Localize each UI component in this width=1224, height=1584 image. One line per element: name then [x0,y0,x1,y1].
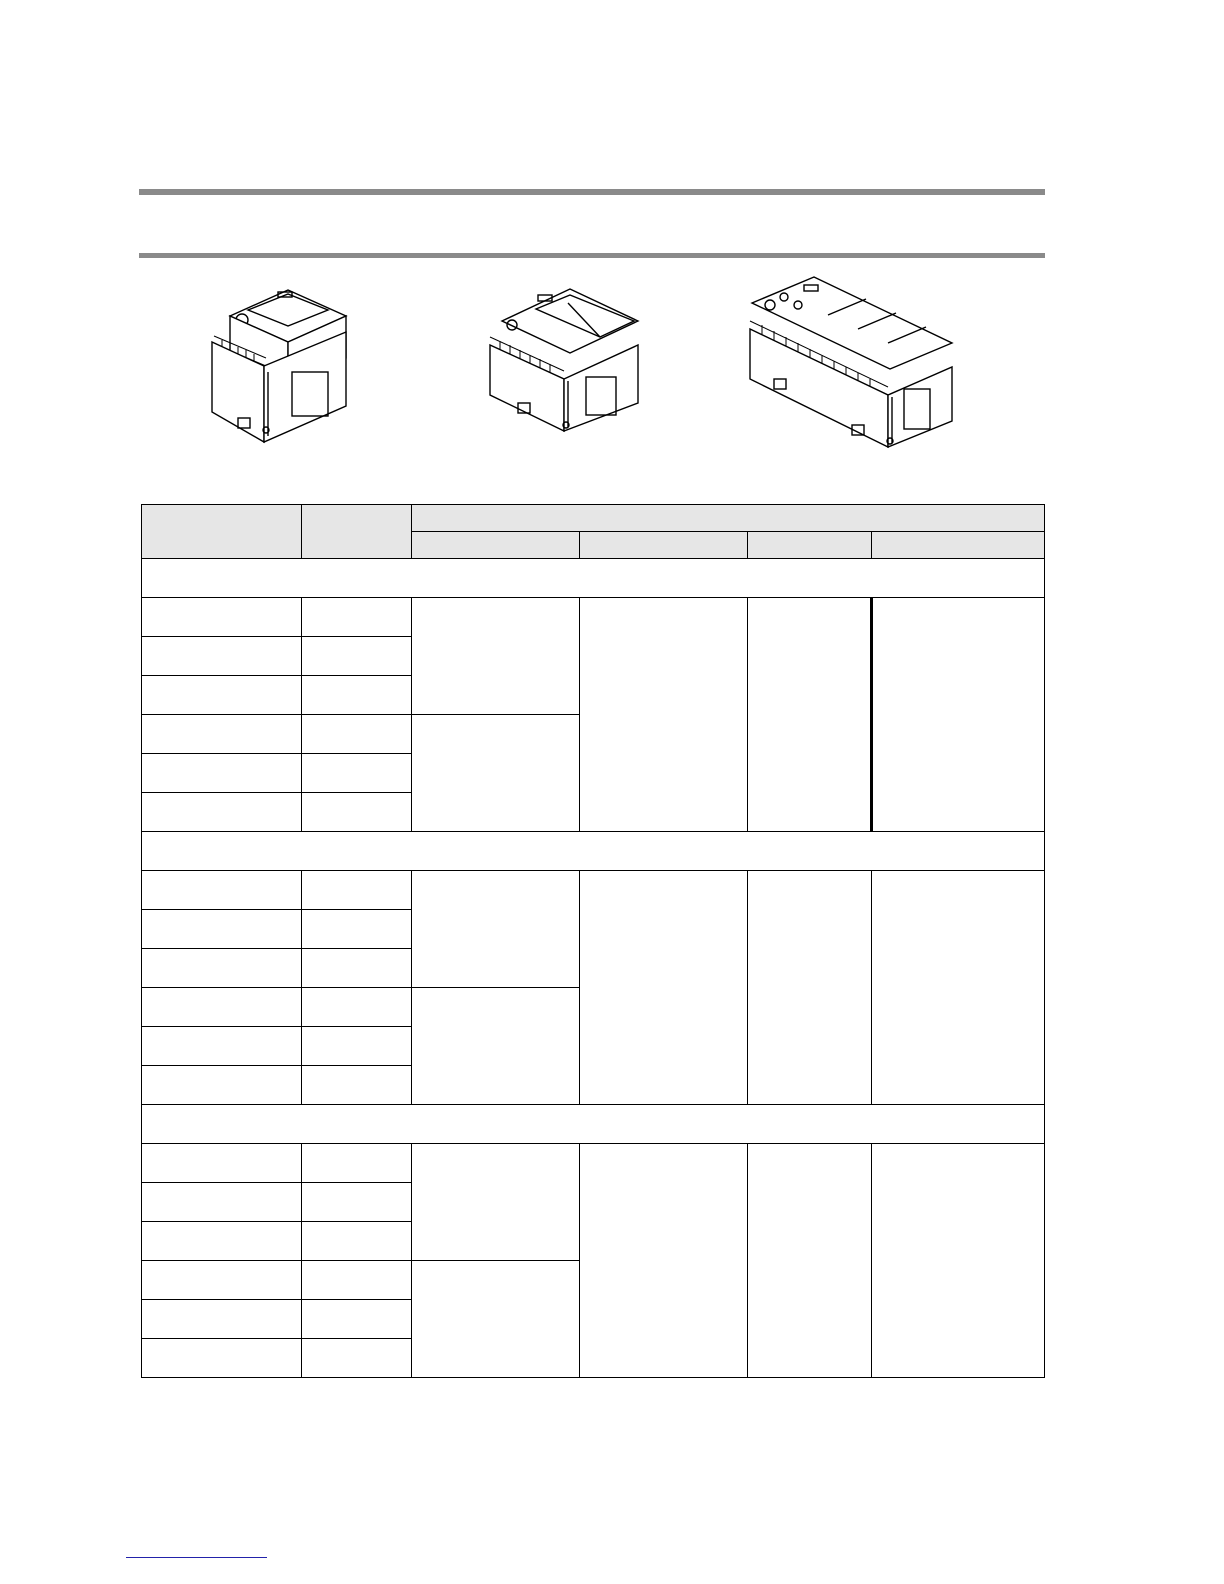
table-cell [748,871,872,1105]
subheader-cell [412,532,580,559]
plc-unit-small-illustration [208,286,353,446]
table-cell [142,910,302,949]
table-cell [302,715,412,754]
table-cell [412,871,580,988]
header-cell [142,505,302,559]
table-cell [302,793,412,832]
table-cell [748,1144,872,1378]
table-cell [302,1066,412,1105]
header-cell [412,505,1045,532]
table-cell [412,598,580,715]
subheader-cell [748,532,872,559]
table-row [142,871,1045,910]
table-cell [580,871,748,1105]
table-cell [142,988,302,1027]
plc-unit-medium-illustration [488,285,640,437]
table-cell [142,871,302,910]
header-row-1 [142,505,1045,532]
table-row [142,1144,1045,1183]
table-cell [302,949,412,988]
table-cell [142,1261,302,1300]
table-cell [142,715,302,754]
table-cell [412,1144,580,1261]
table-cell [302,1339,412,1378]
table-cell [142,1144,302,1183]
table-cell [302,1144,412,1183]
table-cell [872,871,1045,1105]
footer-link-underline[interactable] [126,1557,267,1558]
table-cell [302,988,412,1027]
table-cell [302,871,412,910]
table-cell [412,1261,580,1378]
table-cell [142,1300,302,1339]
subheader-cell [872,532,1045,559]
table-cell [302,1261,412,1300]
table-cell [302,1183,412,1222]
table-cell [302,598,412,637]
spec-table [141,504,1045,1378]
table-cell [302,1300,412,1339]
table-cell [580,1144,748,1378]
table-cell [412,988,580,1105]
group-caption [142,1105,1045,1144]
table-cell [142,1222,302,1261]
table-cell [142,1066,302,1105]
header-rule-bottom [139,253,1045,258]
table-cell [142,598,302,637]
table-cell [302,910,412,949]
table-cell [302,1222,412,1261]
subheader-cell [580,532,748,559]
table-cell [872,1144,1045,1378]
table-cell [580,598,748,832]
group-caption [142,832,1045,871]
table-cell [302,1027,412,1066]
table-cell [142,793,302,832]
table-cell [142,637,302,676]
plc-unit-large-illustration [748,275,954,451]
header-cell [302,505,412,559]
table-cell [302,676,412,715]
table-cell [302,754,412,793]
group-caption [142,559,1045,598]
table-cell [412,715,580,832]
table-cell [302,637,412,676]
table-cell [142,1183,302,1222]
table-cell [142,949,302,988]
table-cell [142,754,302,793]
table-cell [142,1339,302,1378]
table-cell [872,598,1045,832]
table-row [142,598,1045,637]
header-rule-top [139,189,1045,195]
table-cell [748,598,872,832]
table-cell [142,676,302,715]
table-cell [142,1027,302,1066]
